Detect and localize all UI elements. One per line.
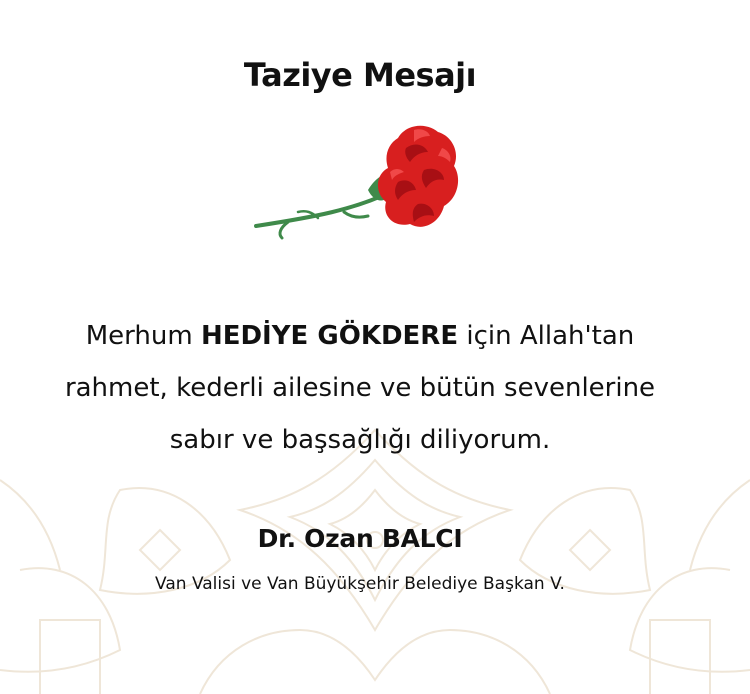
message-after-name: için Allah'tan bbox=[458, 321, 635, 351]
deceased-name: HEDİYE GÖKDERE bbox=[200, 321, 459, 351]
page-title: Taziye Mesajı bbox=[243, 56, 477, 94]
signer-title: Van Valisi ve Van Büyükşehir Belediye Başkan V. bbox=[155, 574, 565, 594]
message-line-3: sabır ve başsağlığı diliyorum. bbox=[169, 425, 551, 455]
signer-name: Dr. Ozan BALCI bbox=[257, 524, 463, 553]
condolence-message bbox=[10, 310, 710, 466]
red-carnation-icon bbox=[248, 118, 468, 248]
message-line-1 bbox=[10, 310, 710, 362]
message-prefix: Merhum bbox=[85, 321, 201, 351]
message-line-2: rahmet, kederli ailesine ve bütün sevenlerine bbox=[64, 373, 656, 403]
